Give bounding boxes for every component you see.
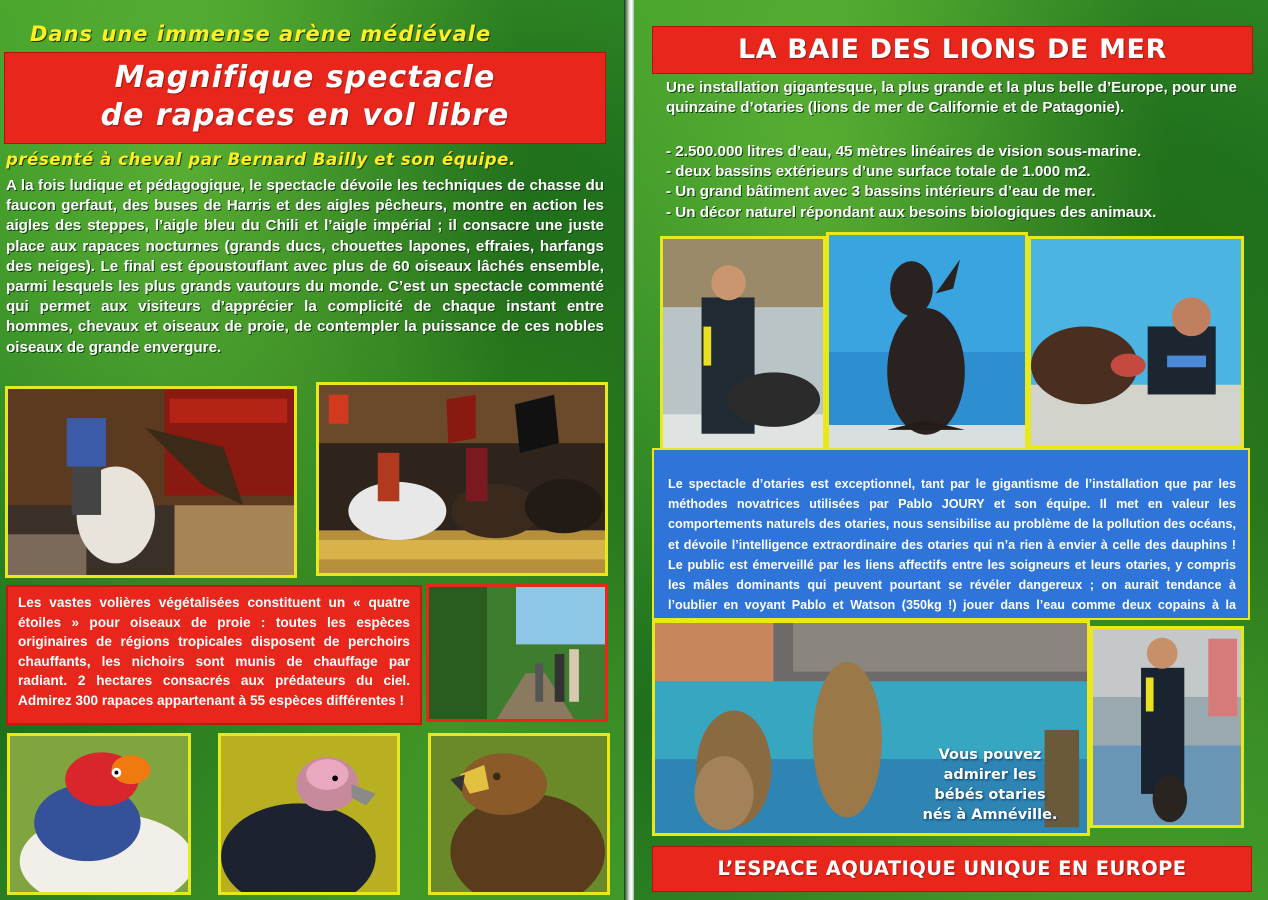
facility-bullets: [666, 142, 1256, 223]
bullet-item: - Un décor naturel répondant aux besoins biologiques des animaux.: [666, 203, 1157, 221]
sea-lion-title-banner: LA BAIE DES LIONS DE MER: [652, 26, 1253, 74]
title-banner: [4, 52, 606, 144]
caption-line: Vous pouvez: [938, 747, 1042, 763]
sea-lion-show-description: Le spectacle d’otaries est exceptionnel, tant par le gigantisme de l’installation que par les méthodes novatrices utilisées par Pablo JOURY et son équipe. Il met en valeur les comportements naturels des otaries, nous sensibilise au problème de la pollution des océans, et dévoile l’intelligence extraordinaire des otaries qui n’a rien à envier à celle des dauphins ! Le public est émerveillé par les liens affectifs entre les soigneurs et leurs otaries, y compris les mâles dominants qui peuvent pourtant se révéler dangereux ; on aurait tendance à l’oublier en voyant Pablo et Watson (350kg !) jouer dans l’eau comme deux copains à la: [652, 448, 1250, 620]
black-vulture-photo: [218, 733, 400, 895]
caption-line: admirer les: [943, 767, 1037, 783]
sea-lion-pose-photo: [826, 232, 1028, 466]
subtitle: présenté à cheval par Bernard Bailly et son équipe.: [6, 150, 516, 169]
rider-eagle-photo: [5, 386, 297, 578]
intro-line: Dans une immense arène médiévale: [30, 22, 492, 46]
baby-sea-lions-caption: [915, 745, 1065, 825]
king-vulture-photo: [7, 733, 191, 895]
caption-line: nés à Amnéville.: [922, 807, 1058, 823]
bullet-item: - deux bassins extérieurs d’une surface totale de 1.000 m2.: [666, 163, 1091, 181]
sea-lion-pool-photo: [652, 620, 1090, 836]
aviary-text-box: Les vastes volières végétalisées constituent un « quatre étoiles » pour oiseaux de proie : toutes les espèces originaires de régions tropicales disposent de perchoirs chauffants, les nichoirs sont munis de chauffage par radiant. 2 hectares consacrés aux prédateurs du ciel. Admirez 300 rapaces appartenant à 55 espèces différentes !: [6, 585, 422, 725]
installation-intro: Une installation gigantesque, la plus grande et la plus belle d’Europe, pour une quinzaine d’otaries (lions de mer de Californie et de Patagonie).: [666, 79, 1237, 117]
show-description: A la fois ludique et pédagogique, le spectacle dévoile les techniques de chasse du faucon gerfaut, des buses de Harris et des aigles pêcheurs, montre en action les aigles des steppes, l’aigle bleu du Chili et l’aigle impérial ; il consacre une juste place aux rapaces nocturnes (grands ducs, chouettes lapones, effraies, harfangs des neiges). Le final est époustouflant avec plus de 60 oiseaux lâchés ensemble, parmi lesquels les plus grands vautours du monde. C’est un spectacle commenté qui permet aux visiteurs d’apprécier la complicité de chaque instant entre hommes, chevaux et oiseaux de proie, de contempler la puissance de ces nobles oiseaux de grande envergure.: [6, 177, 604, 356]
trainer-indoor-photo: [1090, 626, 1244, 828]
caption-line: bébés otaries: [934, 787, 1046, 803]
bullet-item: - Un grand bâtiment avec 3 bassins intérieurs d’eau de mer.: [666, 183, 1096, 201]
right-page: [634, 0, 1268, 900]
golden-eagle-photo: [428, 733, 610, 895]
riders-flags-photo: [316, 382, 608, 576]
title-line-1: Magnifique spectacle: [114, 60, 496, 95]
aquatic-space-footer: L’ESPACE AQUATIQUE UNIQUE EN EUROPE: [652, 846, 1252, 892]
title-line-2: de rapaces en vol libre: [100, 98, 510, 133]
left-page: [0, 0, 628, 900]
aviary-path-photo: [426, 584, 608, 722]
trainer-roaring-sea-lion-photo: [1028, 236, 1244, 448]
bullet-item: - 2.500.000 litres d’eau, 45 mètres linéaires de vision sous-marine.: [666, 143, 1142, 160]
trainer-sea-lion-photo: [660, 236, 826, 464]
